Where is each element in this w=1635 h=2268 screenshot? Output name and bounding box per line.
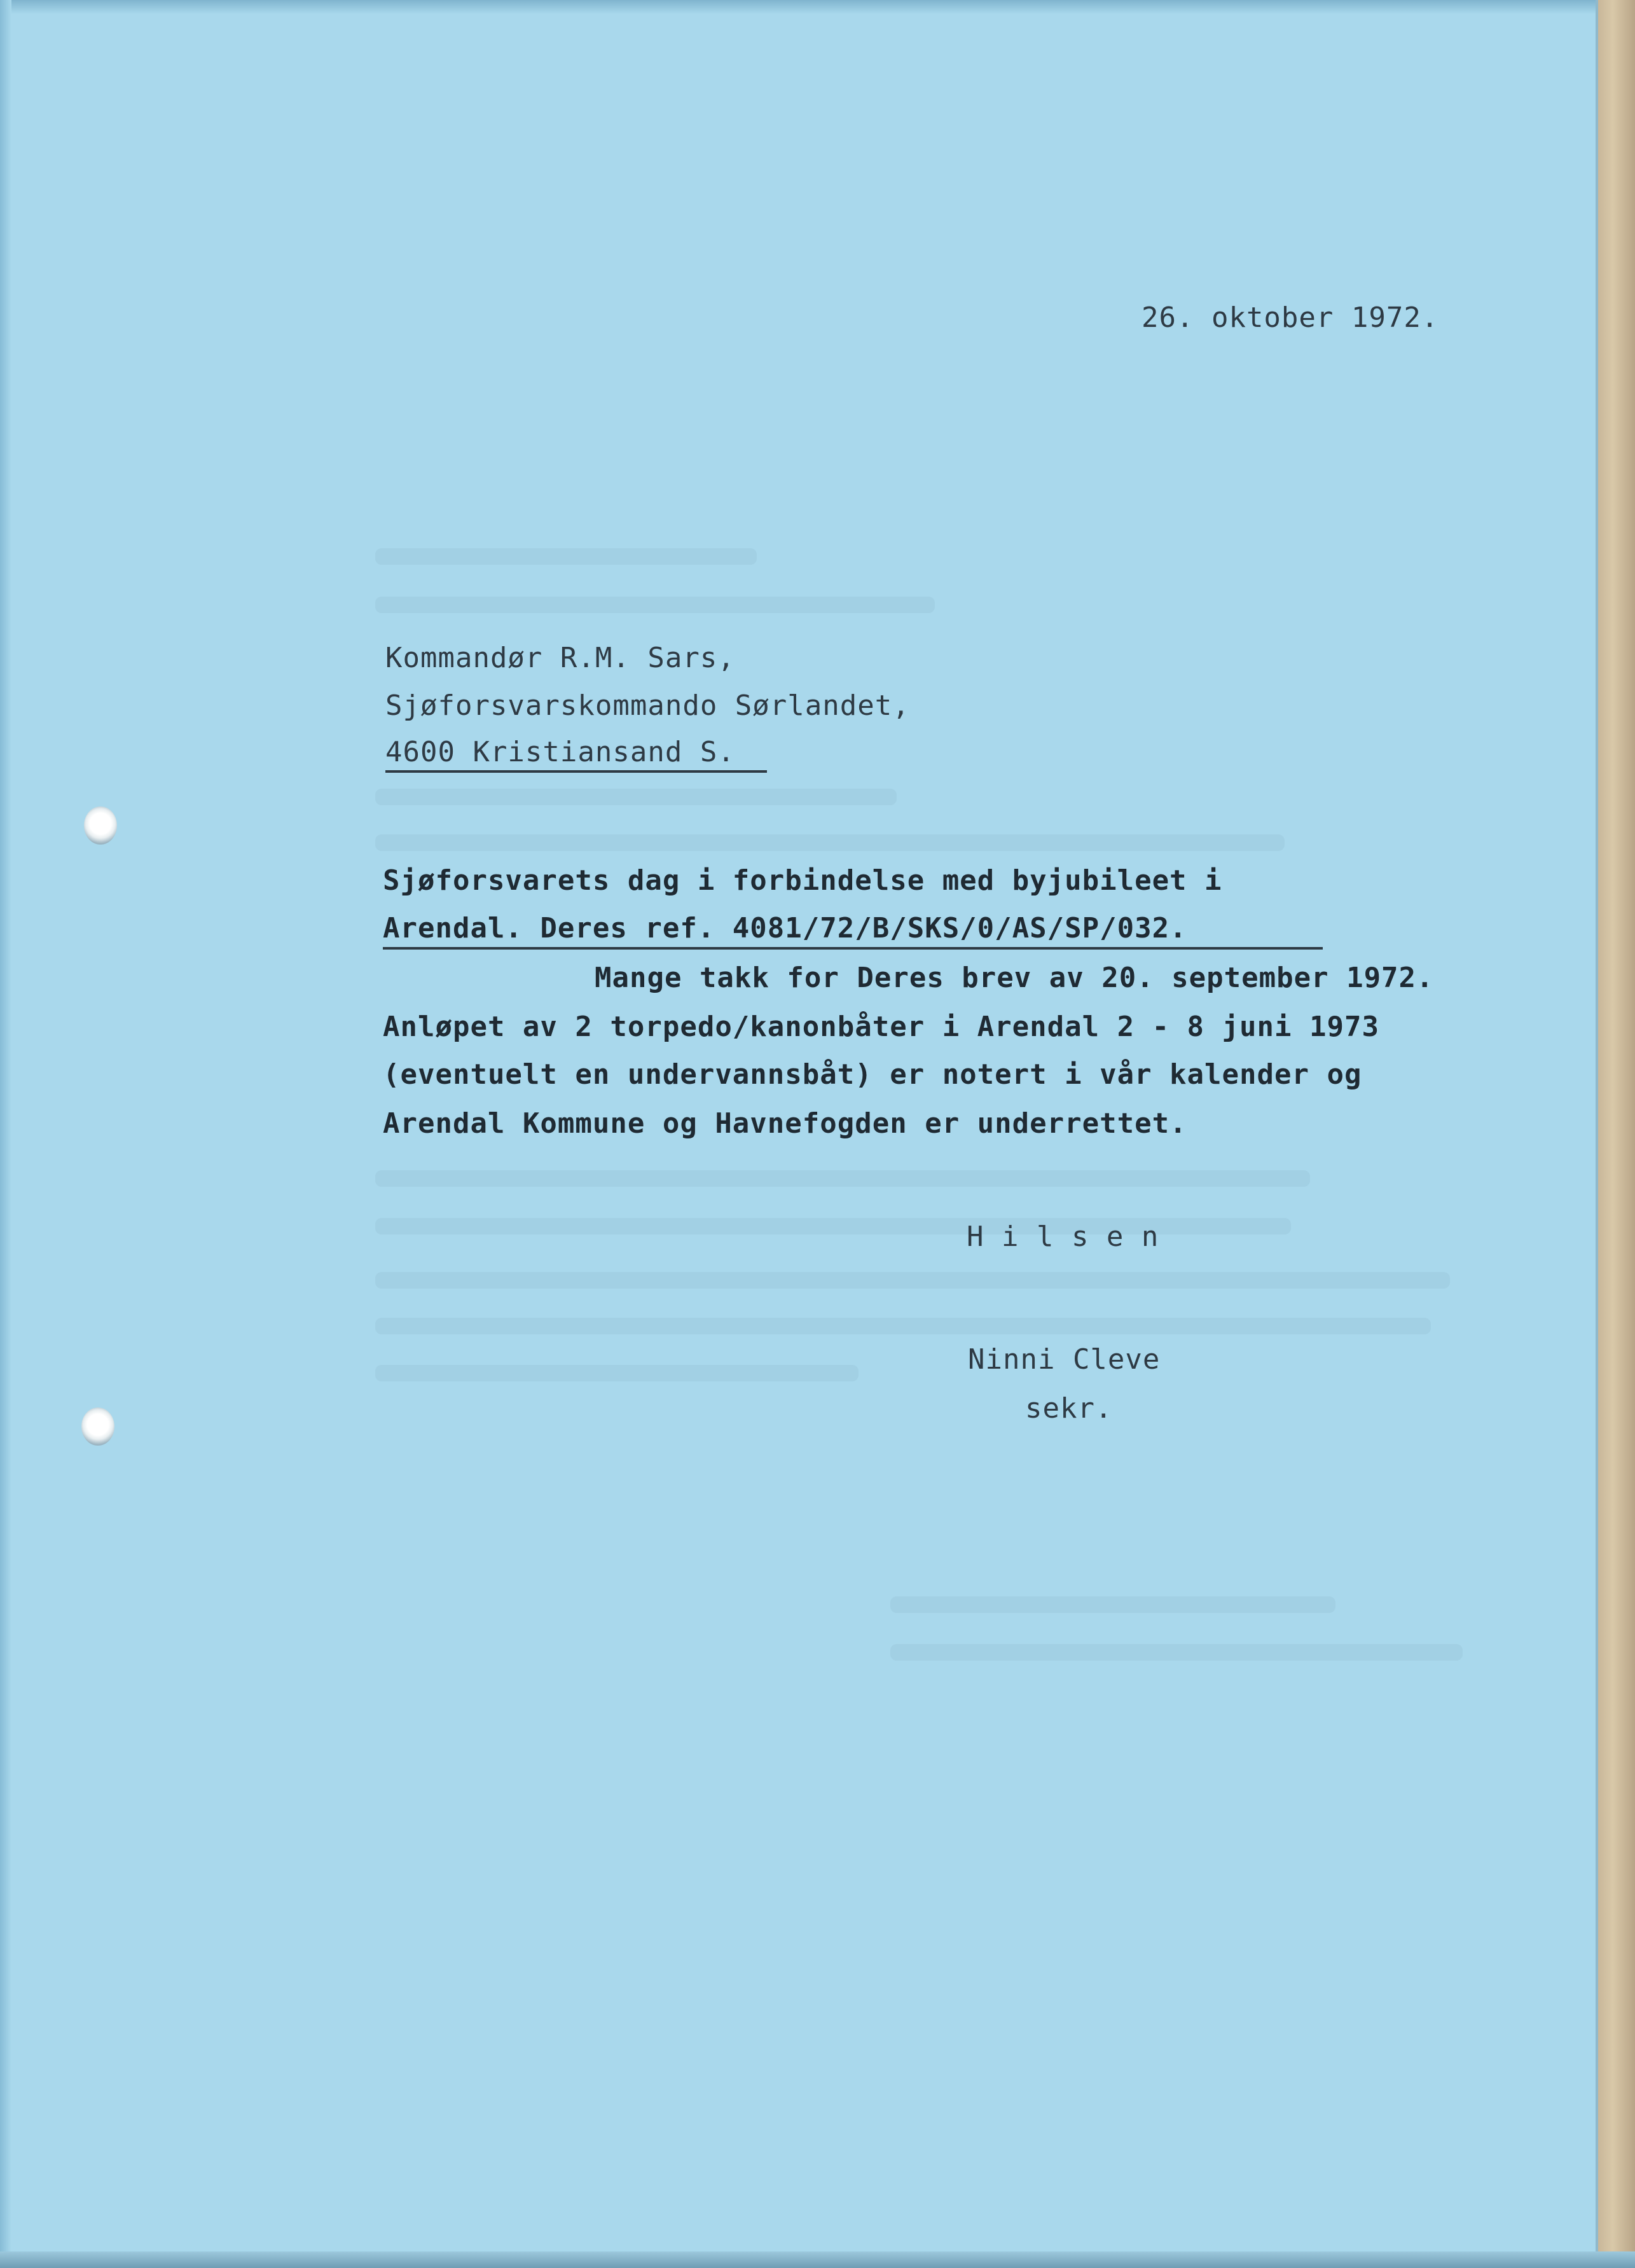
show-through-text bbox=[375, 1318, 1431, 1334]
recipient-organization: Sjøforsvarskommando Sørlandet, bbox=[385, 689, 910, 722]
punch-hole-bottom bbox=[81, 1407, 114, 1446]
recipient-address: 4600 Kristiansand S. bbox=[385, 736, 735, 768]
signature-title: sekr. bbox=[1025, 1392, 1113, 1425]
letter-date: 26. oktober 1972. bbox=[1142, 301, 1439, 334]
page-right-edge bbox=[1598, 0, 1635, 2268]
punch-hole-top bbox=[84, 806, 117, 845]
page-top-edge bbox=[0, 0, 1635, 14]
subject-line-2: Arendal. Deres ref. 4081/72/B/SKS/0/AS/SP/032. bbox=[383, 912, 1187, 944]
page-left-edge bbox=[0, 0, 11, 2268]
show-through-text bbox=[375, 548, 757, 565]
signature-name: Ninni Cleve bbox=[968, 1343, 1161, 1376]
show-through-text bbox=[375, 1170, 1310, 1187]
recipient-name: Kommandør R.M. Sars, bbox=[385, 642, 735, 674]
show-through-text bbox=[375, 834, 1285, 851]
body-line-1: Mange takk for Deres brev av 20. september 1972. bbox=[595, 962, 1434, 994]
subject-underline bbox=[383, 947, 1323, 950]
show-through-text bbox=[890, 1596, 1335, 1613]
show-through-text bbox=[890, 1644, 1463, 1661]
show-through-text bbox=[375, 1365, 859, 1381]
address-underline bbox=[385, 770, 767, 773]
body-line-4: Arendal Kommune og Havnefogden er underrettet. bbox=[383, 1107, 1187, 1140]
show-through-text bbox=[375, 597, 935, 613]
subject-line-1: Sjøforsvarets dag i forbindelse med byjubileet i bbox=[383, 864, 1222, 897]
body-line-2: Anløpet av 2 torpedo/kanonbåter i Arendal 2 - 8 juni 1973 bbox=[383, 1011, 1379, 1043]
body-line-3: (eventuelt en undervannsbåt) er notert i vår kalender og bbox=[383, 1058, 1362, 1091]
closing-greeting: H i l s e n bbox=[967, 1220, 1159, 1253]
page-bottom-edge bbox=[0, 2251, 1635, 2268]
show-through-text bbox=[375, 789, 897, 805]
show-through-text bbox=[375, 1272, 1450, 1289]
